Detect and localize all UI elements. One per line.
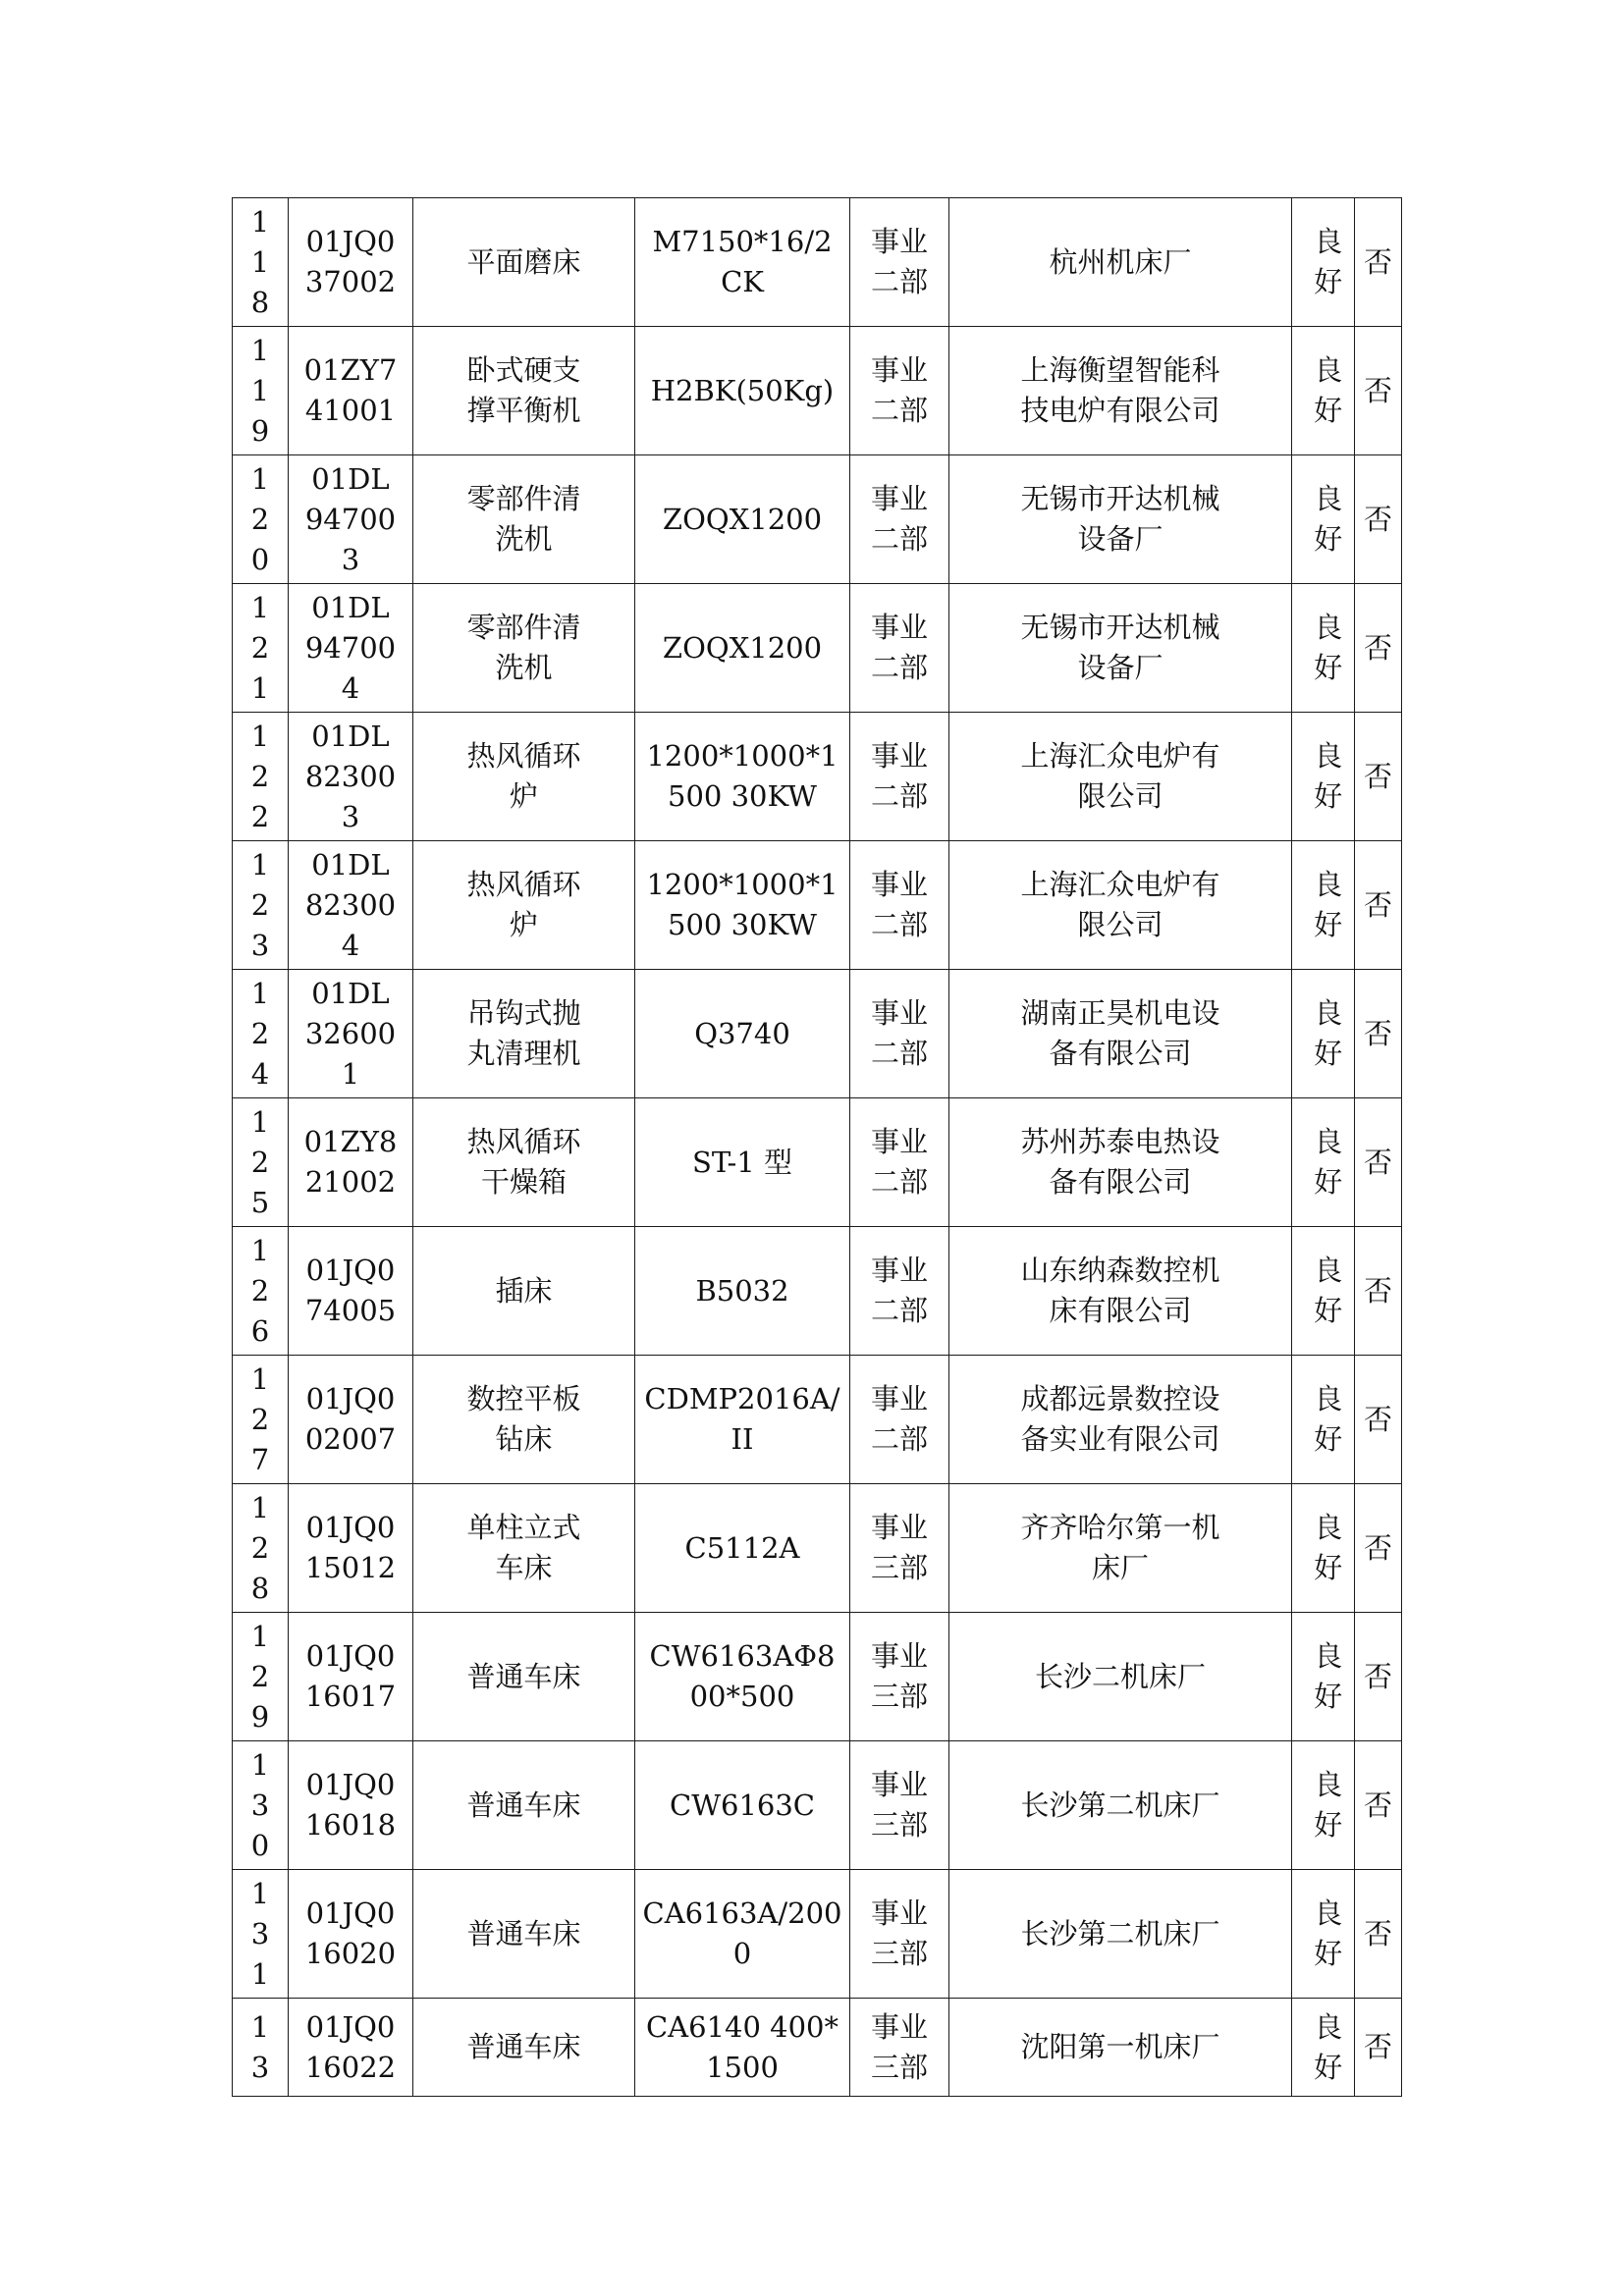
model-spec-text: 1200*1000*1500 30KW [646,868,839,941]
condition-cell [1292,1613,1355,1741]
model-spec-cell [635,1227,850,1356]
department-text: 事业二部 [870,1254,928,1327]
condition-cell [1292,1484,1355,1613]
manufacturer-text: 杭州机床厂 [1049,244,1192,279]
condition-text: 良好 [1314,1896,1343,1970]
equipment-code-text: 01JQ016017 [304,1639,397,1713]
flag-text: 否 [1363,630,1392,665]
department-cell [850,584,949,713]
manufacturer-cell [949,584,1292,713]
model-spec-cell [635,1356,850,1484]
equipment-code-cell [289,713,413,841]
department-cell [850,1741,949,1870]
model-spec-cell [635,198,850,327]
department-text: 事业二部 [870,739,928,813]
row-number-cell [233,1741,289,1870]
row-number-text: 128 [250,1490,270,1605]
department-cell [850,1227,949,1356]
equipment-code-text: 01JQ016022 [304,2009,397,2084]
equipment-code-text: 01JQ074005 [304,1254,397,1327]
condition-text: 良好 [1314,611,1343,684]
row-number-cell [233,1227,289,1356]
department-text: 事业二部 [870,225,928,298]
condition-text: 良好 [1314,1125,1343,1199]
equipment-name-text: 普通车床 [466,2030,581,2063]
model-spec-text: Q3740 [694,1016,790,1050]
model-spec-cell [635,713,850,841]
condition-cell [1292,841,1355,970]
equipment-code-text: 01JQ037002 [304,225,397,298]
equipment-name-text: 热风循环炉 [466,868,581,941]
model-spec-cell [635,841,850,970]
manufacturer-text: 苏州苏泰电热设备有限公司 [1020,1125,1220,1199]
model-spec-cell [635,584,850,713]
manufacturer-cell [949,841,1292,970]
flag-text: 否 [1363,2030,1392,2063]
condition-cell [1292,713,1355,841]
condition-text: 良好 [1314,353,1343,427]
equipment-code-text: 01ZY821002 [303,1125,398,1199]
equipment-name-text: 热风循环炉 [466,739,581,813]
condition-cell [1292,1227,1355,1356]
flag-cell [1355,970,1402,1098]
manufacturer-cell [949,198,1292,327]
model-spec-cell [635,1484,850,1613]
department-text: 事业二部 [870,996,928,1070]
department-text: 事业二部 [870,1125,928,1199]
department-cell [850,1356,949,1484]
condition-cell [1292,1999,1355,2097]
manufacturer-cell [949,327,1292,455]
row-number-text: 119 [250,333,270,448]
equipment-code-cell [289,1741,413,1870]
model-spec-cell [635,970,850,1098]
flag-cell [1355,1613,1402,1741]
equipment-code-cell [289,584,413,713]
equipment-name-cell [413,1613,635,1741]
table-row [233,198,1402,327]
manufacturer-text: 山东纳森数控机床有限公司 [1020,1254,1220,1327]
equipment-code-text: 01JQ002007 [304,1382,397,1456]
equipment-name-text: 卧式硬支撑平衡机 [466,353,581,427]
flag-cell [1355,198,1402,327]
row-number-cell [233,713,289,841]
equipment-code-cell [289,970,413,1098]
table-row [233,1870,1402,1999]
table-row [233,455,1402,584]
equipment-name-cell [413,1870,635,1999]
manufacturer-text: 成都远景数控设备实业有限公司 [1020,1382,1220,1456]
equipment-code-cell [289,455,413,584]
model-spec-text: M7150*16/2CK [652,225,833,298]
flag-text: 否 [1363,373,1392,407]
flag-text: 否 [1363,244,1392,279]
equipment-code-text: 01DL823003 [304,719,397,833]
table-row [233,327,1402,455]
equipment-table [232,197,1402,2097]
row-number-text: 120 [250,461,270,576]
row-number-text: 123 [250,847,270,962]
condition-cell [1292,970,1355,1098]
department-text: 事业三部 [870,1896,928,1970]
equipment-name-cell [413,713,635,841]
equipment-name-cell [413,455,635,584]
condition-cell [1292,1741,1355,1870]
flag-text: 否 [1363,1659,1392,1693]
model-spec-text: ZOQX1200 [662,630,823,665]
row-number-cell [233,1999,289,2097]
model-spec-text: C5112A [684,1530,800,1565]
manufacturer-text: 无锡市开达机械设备厂 [1020,611,1220,684]
flag-cell [1355,584,1402,713]
condition-cell [1292,455,1355,584]
equipment-name-text: 平面磨床 [466,244,581,279]
row-number-text: 121 [250,590,270,705]
condition-text: 良好 [1314,482,1343,556]
equipment-name-cell [413,1484,635,1613]
equipment-name-text: 零部件清洗机 [466,611,581,684]
flag-cell [1355,1098,1402,1227]
manufacturer-text: 湖南正昊机电设备有限公司 [1020,996,1220,1070]
model-spec-cell [635,1613,850,1741]
manufacturer-cell [949,1356,1292,1484]
model-spec-text: B5032 [695,1273,789,1308]
row-number-cell [233,327,289,455]
equipment-name-cell [413,970,635,1098]
equipment-name-text: 数控平板钻床 [466,1382,581,1456]
row-number-cell [233,1613,289,1741]
manufacturer-cell [949,1484,1292,1613]
model-spec-cell [635,1741,850,1870]
equipment-name-text: 普通车床 [466,1788,581,1822]
manufacturer-cell [949,1999,1292,2097]
equipment-code-cell [289,1870,413,1999]
condition-text: 良好 [1314,1639,1343,1713]
row-number-text: 127 [250,1362,270,1476]
department-text: 事业二部 [870,1382,928,1456]
equipment-name-cell [413,1227,635,1356]
equipment-name-text: 单柱立式车床 [466,1511,581,1584]
department-text: 事业二部 [870,611,928,684]
equipment-code-cell [289,1613,413,1741]
equipment-name-text: 普通车床 [466,1916,581,1950]
flag-text: 否 [1363,502,1392,536]
table-row [233,1741,1402,1870]
department-cell [850,1870,949,1999]
table-row [233,713,1402,841]
equipment-code-cell [289,1484,413,1613]
row-number-text: 124 [250,976,270,1091]
department-text: 事业三部 [870,1511,928,1584]
manufacturer-text: 齐齐哈尔第一机床厂 [1020,1511,1220,1584]
department-text: 事业二部 [870,353,928,427]
equipment-code-text: 01JQ016018 [304,1768,397,1842]
department-cell [850,455,949,584]
manufacturer-cell [949,1098,1292,1227]
manufacturer-cell [949,1227,1292,1356]
flag-text: 否 [1363,1402,1392,1436]
department-cell [850,1098,949,1227]
manufacturer-text: 无锡市开达机械设备厂 [1020,482,1220,556]
department-cell [850,713,949,841]
flag-text: 否 [1363,887,1392,922]
row-number-text: 129 [250,1619,270,1734]
equipment-code-text: 01DL947004 [304,590,397,705]
equipment-code-text: 01DL326001 [304,976,397,1091]
condition-text: 良好 [1314,868,1343,941]
department-text: 事业三部 [870,1768,928,1842]
model-spec-text: CW6163C [670,1788,815,1822]
manufacturer-cell [949,1613,1292,1741]
department-text: 事业二部 [870,482,928,556]
equipment-name-text: 热风循环干燥箱 [466,1125,581,1199]
condition-text: 良好 [1314,739,1343,813]
model-spec-text: H2BK(50Kg) [650,373,835,407]
model-spec-text: ZOQX1200 [662,502,823,536]
flag-text: 否 [1363,1916,1392,1950]
condition-cell [1292,327,1355,455]
equipment-name-text: 吊钩式抛丸清理机 [466,996,581,1070]
department-cell [850,1484,949,1613]
equipment-name-text: 普通车床 [466,1659,581,1693]
flag-cell [1355,841,1402,970]
table-row [233,970,1402,1098]
condition-text: 良好 [1314,1768,1343,1842]
table-row [233,1098,1402,1227]
flag-text: 否 [1363,1016,1392,1050]
flag-cell [1355,1227,1402,1356]
flag-text: 否 [1363,1788,1392,1822]
equipment-name-cell [413,841,635,970]
row-number-text: 118 [250,204,270,319]
table-row [233,1999,1402,2097]
equipment-name-cell [413,1356,635,1484]
row-number-cell [233,1356,289,1484]
condition-text: 良好 [1314,1511,1343,1584]
equipment-name-cell [413,1999,635,2097]
equipment-name-cell [413,1741,635,1870]
flag-cell [1355,327,1402,455]
row-number-text: 125 [250,1104,270,1219]
equipment-name-cell [413,198,635,327]
flag-text: 否 [1363,1273,1392,1308]
row-number-cell [233,1098,289,1227]
equipment-code-cell [289,1227,413,1356]
department-cell [850,1613,949,1741]
condition-cell [1292,1098,1355,1227]
department-text: 事业三部 [870,2009,928,2084]
model-spec-text: CA6163A/2000 [642,1896,842,1970]
model-spec-cell [635,327,850,455]
manufacturer-text: 长沙第二机床厂 [1020,1788,1220,1822]
manufacturer-text: 上海汇众电炉有限公司 [1020,739,1220,813]
equipment-code-text: 01JQ015012 [304,1511,397,1584]
condition-cell [1292,198,1355,327]
department-cell [850,841,949,970]
table-row [233,1613,1402,1741]
equipment-code-cell [289,1999,413,2097]
flag-text: 否 [1363,759,1392,793]
flag-cell [1355,713,1402,841]
model-spec-text: ST-1 型 [692,1145,792,1179]
equipment-code-cell [289,1356,413,1484]
condition-cell [1292,584,1355,713]
condition-text: 良好 [1314,996,1343,1070]
condition-cell [1292,1356,1355,1484]
row-number-cell [233,198,289,327]
row-number-cell [233,1484,289,1613]
equipment-name-cell [413,1098,635,1227]
manufacturer-cell [949,970,1292,1098]
row-number-text: 13 [250,2009,270,2084]
model-spec-text: CDMP2016A/II [644,1382,840,1456]
flag-text: 否 [1363,1530,1392,1565]
department-cell [850,1999,949,2097]
table-row [233,1227,1402,1356]
condition-text: 良好 [1314,225,1343,298]
model-spec-text: CA6140 400*1500 [645,2009,839,2084]
model-spec-cell [635,455,850,584]
row-number-text: 126 [250,1233,270,1348]
department-cell [850,198,949,327]
row-number-text: 130 [250,1747,270,1862]
equipment-code-text: 01JQ016020 [304,1896,397,1970]
equipment-code-cell [289,841,413,970]
manufacturer-text: 沈阳第一机床厂 [1020,2030,1220,2063]
manufacturer-text: 上海汇众电炉有限公司 [1020,868,1220,941]
manufacturer-cell [949,1741,1292,1870]
table-row [233,584,1402,713]
manufacturer-cell [949,1870,1292,1999]
row-number-cell [233,1870,289,1999]
equipment-code-text: 01DL823004 [304,847,397,962]
equipment-name-text: 插床 [495,1273,553,1308]
manufacturer-cell [949,713,1292,841]
flag-cell [1355,1356,1402,1484]
model-spec-text: 1200*1000*1500 30KW [646,739,839,813]
row-number-text: 131 [250,1876,270,1991]
flag-text: 否 [1363,1145,1392,1179]
condition-text: 良好 [1314,1382,1343,1456]
manufacturer-text: 长沙二机床厂 [1034,1659,1206,1693]
department-cell [850,327,949,455]
equipment-name-text: 零部件清洗机 [466,482,581,556]
department-cell [850,970,949,1098]
model-spec-cell [635,1870,850,1999]
manufacturer-cell [949,455,1292,584]
flag-cell [1355,1999,1402,2097]
flag-cell [1355,1484,1402,1613]
model-spec-cell [635,1098,850,1227]
flag-cell [1355,1741,1402,1870]
row-number-cell [233,455,289,584]
model-spec-cell [635,1999,850,2097]
department-text: 事业二部 [870,868,928,941]
equipment-code-text: 01DL947003 [304,461,397,576]
equipment-code-text: 01ZY741001 [303,353,398,427]
flag-cell [1355,455,1402,584]
row-number-text: 122 [250,719,270,833]
row-number-cell [233,841,289,970]
table-body [233,198,1402,2097]
equipment-name-cell [413,327,635,455]
equipment-code-cell [289,198,413,327]
table-row [233,841,1402,970]
model-spec-text: CW6163AΦ800*500 [649,1639,836,1713]
manufacturer-text: 长沙第二机床厂 [1020,1916,1220,1950]
equipment-name-cell [413,584,635,713]
condition-cell [1292,1870,1355,1999]
department-text: 事业三部 [870,1639,928,1713]
table-row [233,1356,1402,1484]
equipment-code-cell [289,1098,413,1227]
condition-text: 良好 [1314,1254,1343,1327]
table-row [233,1484,1402,1613]
row-number-cell [233,970,289,1098]
row-number-cell [233,584,289,713]
equipment-code-cell [289,327,413,455]
manufacturer-text: 上海衡望智能科技电炉有限公司 [1020,353,1220,427]
condition-text: 良好 [1314,2009,1343,2084]
flag-cell [1355,1870,1402,1999]
